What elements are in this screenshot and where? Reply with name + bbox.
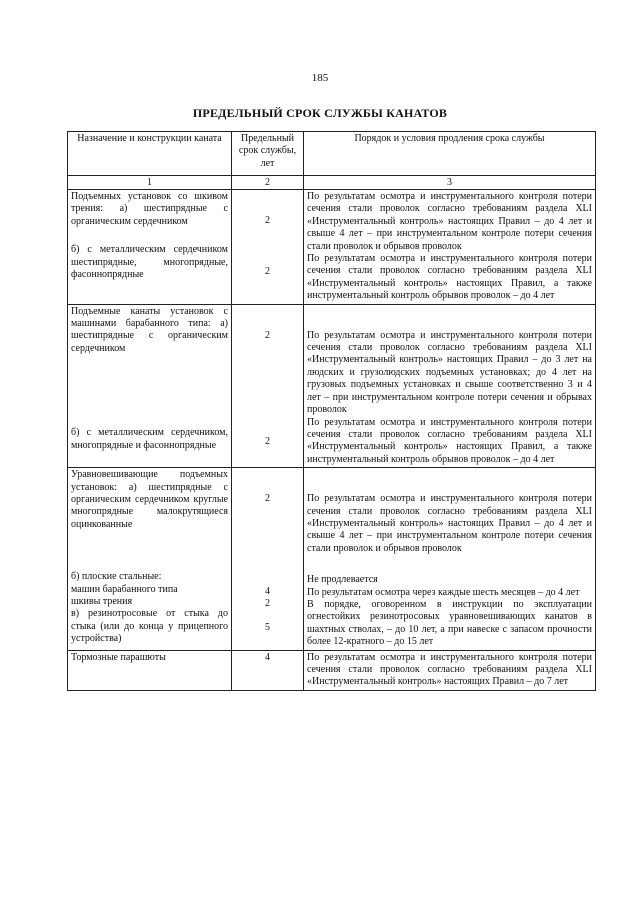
purpose-cell (68, 190, 232, 305)
service-life-value: 2 (265, 215, 270, 226)
table-header-row (68, 132, 596, 176)
header-purpose: Назначение и конструкции каната (68, 132, 232, 176)
conditions-text: По результатам осмотра через каждые шесть месяцев – до 4 лет (307, 586, 580, 598)
conditions-text: По результатам осмотра и инструментального контроля потери сечения стали проволок согласно требованиям раздела XLI «Инструментальный контроль» настоящих Правил – до 3 лет на людских и грузолюдских подъемных установках; до 4 лет на грузовых подъемных установках и свыше соответственно 3 и 4 лет – при инструментальном контроле потери сечения и обрывах проволок (307, 329, 592, 416)
service-life-value: 2 (265, 436, 270, 448)
service-life-value: 5 (265, 622, 270, 634)
table-row (68, 468, 596, 650)
conditions-text: По результатам осмотра и инструментального контроля потери сечения стали проволок согласно требованиям раздела XLI «Инструментальный контроль» настоящих Правил – до 4 лет и свыше 4 лет – при инструментальном контроле потери сечения стали проволок и обрывов проволок (307, 191, 592, 252)
conditions-cell (304, 650, 596, 690)
purpose-cell (68, 468, 232, 650)
service-life-value: 2 (265, 266, 270, 278)
rope-service-life-table (67, 131, 596, 691)
page-number: 185 (311, 72, 329, 84)
column-number-3: 3 (304, 176, 596, 190)
column-number-2: 2 (232, 176, 304, 190)
conditions-text: По результатам осмотра и инструментального контроля потери сечения стали проволок согласно требованиям раздела XLI «Инструментальный контроль» настоящих Правил – до 4 лет и свыше 4 лет – при инструментальном контроле потери сечения стали проволок и обрывов проволок (307, 493, 592, 554)
purpose-cell (68, 304, 232, 467)
service-life-value: 4 (265, 585, 270, 597)
purpose-text: машин барабанного типа (71, 583, 178, 595)
service-life-cell (232, 304, 304, 467)
conditions-text: По результатам осмотра и инструментального контроля потери сечения стали проволок согласно требованиям раздела XLI «Инструментальный контроль» настоящих Правил – до 7 лет (307, 651, 592, 688)
purpose-text: в) резинотросовые от стыка до стыка (или до конца у прицепного устройства) (71, 608, 228, 645)
purpose-text: Подъемные канаты установок с машинами барабанного типа: а) шестипрядные с органическим сердечником (71, 305, 228, 354)
service-life-cell (232, 190, 304, 305)
conditions-cell (304, 468, 596, 650)
conditions-cell (304, 190, 596, 305)
service-life-value: 2 (265, 329, 270, 341)
header-conditions: Порядок и условия продления срока службы (304, 132, 596, 176)
table-row (68, 304, 596, 467)
purpose-text: б) с металлическим сердечником шестипрядные, многопрядные, фасоннопрядные (71, 244, 228, 281)
service-life-cell (232, 468, 304, 650)
service-life-value: 2 (265, 597, 270, 609)
column-number-1: 1 (68, 176, 232, 190)
conditions-cell (304, 304, 596, 467)
purpose-text: б) плоские стальные: (71, 571, 162, 583)
purpose-text: шкивы трения (71, 595, 133, 607)
purpose-text: Уравновешивающие подъемных установок: а) шестипрядные с органическим сердечником круглые многопрядные малокрутящиеся оцинкованные (71, 469, 228, 530)
table-column-numbers-row (68, 176, 596, 190)
purpose-cell (68, 650, 232, 690)
table-row (68, 650, 596, 690)
purpose-text: Тормозные парашюты (71, 651, 166, 663)
purpose-text: Подъемных установок со шкивом трения: а) шестипрядные с органическим сердечником (71, 191, 228, 227)
purpose-text: б) с металлическим сердечником, многопрядные и фасоннопрядные (71, 427, 228, 451)
conditions-text: В порядке, оговоренном в инструкции по эксплуатации огнестойких резинотросовых уравновешивающих канатов в шахтных стволах, – до 10 лет, а при навеске с запасом прочности более 12-кратного – до 15 лет (307, 598, 592, 648)
page-title: ПРЕДЕЛЬНЫЙ СРОК СЛУЖБЫ КАНАТОВ (192, 106, 448, 120)
table-row (68, 190, 596, 305)
conditions-text: По результатам осмотра и инструментального контроля потери сечения стали проволок согласно требованиям раздела XLI «Инструментальный контроль» настоящих Правил, а также инструментальный контроль обрывов проволок – до 4 лет (307, 253, 592, 302)
header-service-life: Предельный срок службы, лет (232, 132, 304, 176)
service-life-value: 4 (265, 651, 270, 663)
conditions-text: По результатам осмотра и инструментального контроля потери сечения стали проволок согласно требованиям раздела XLI «Инструментальный контроль» настоящих Правил, а также инструментальный контроль обрывов проволок – до 4 лет (307, 416, 592, 465)
conditions-text: Не продлевается (307, 574, 378, 586)
service-life-value: 2 (265, 493, 270, 505)
service-life-cell (232, 650, 304, 690)
